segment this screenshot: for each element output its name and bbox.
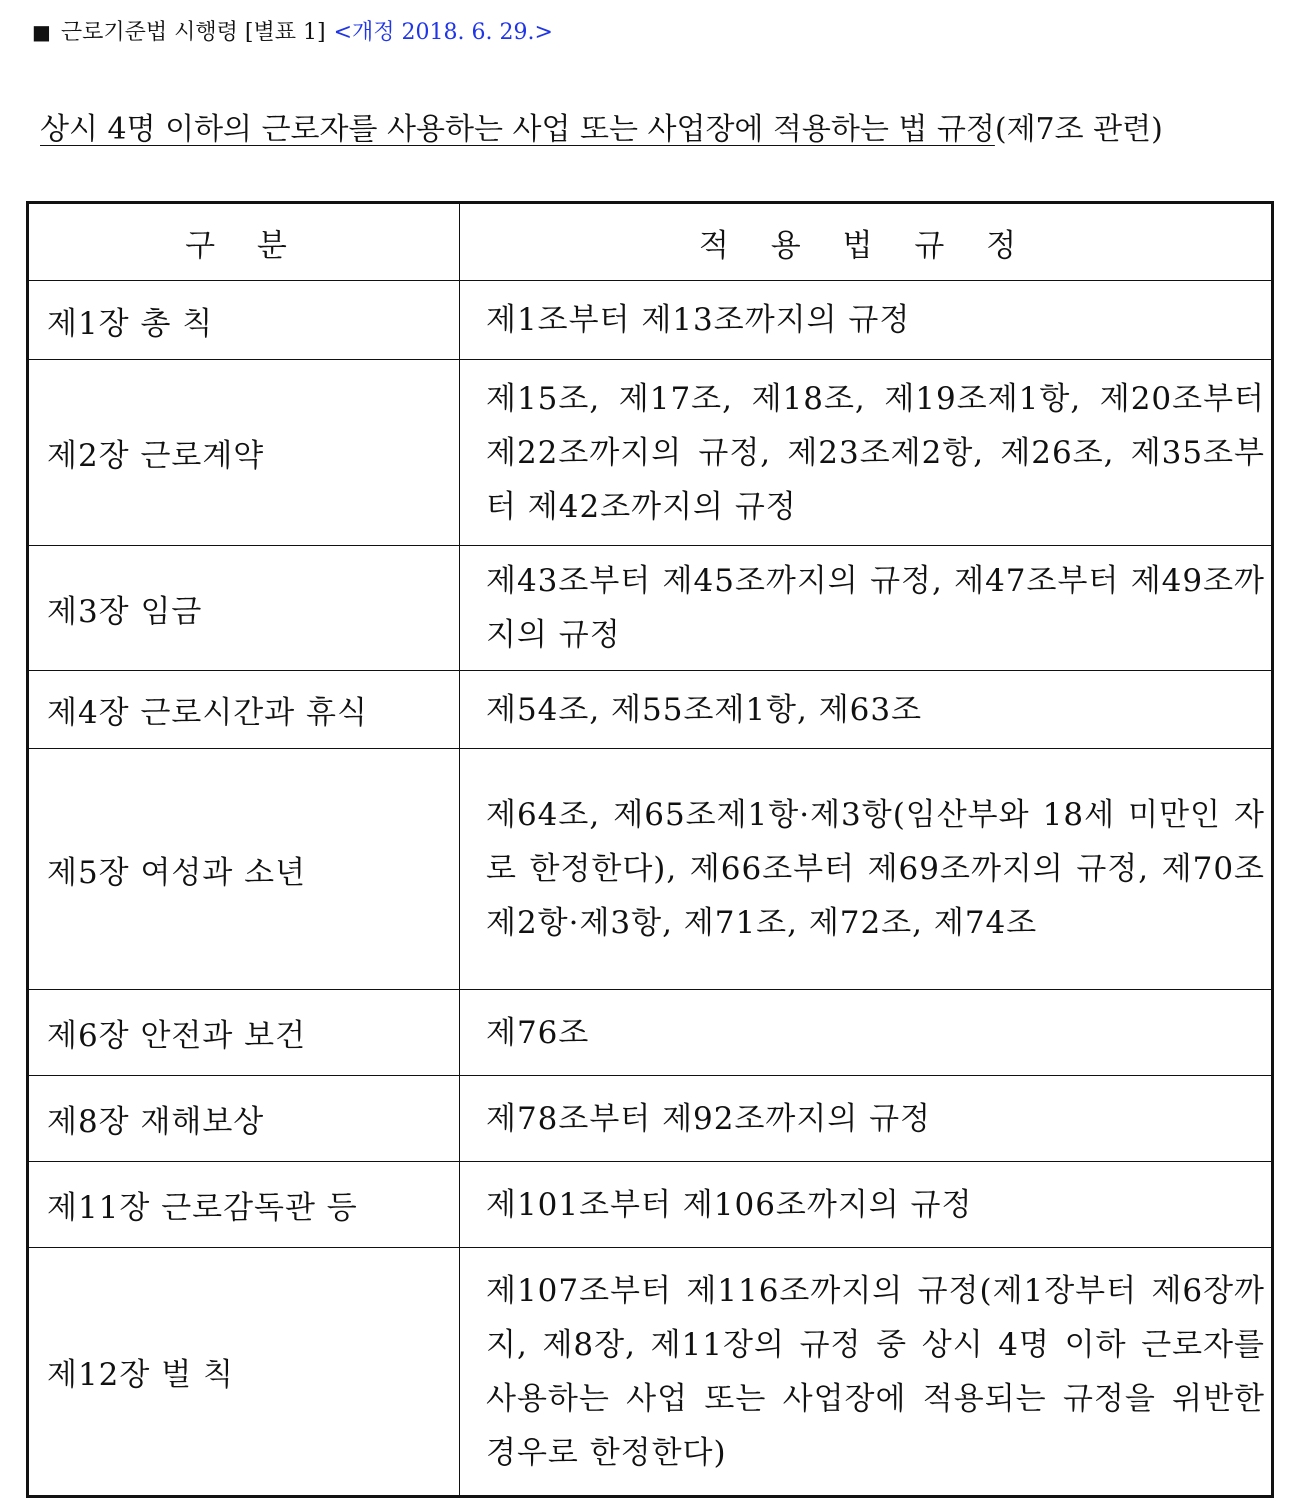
square-bullet-icon: ■ — [32, 20, 51, 44]
row-rule: 제1조부터 제13조까지의 규정 — [460, 281, 1273, 360]
law-reference: 근로기준법 시행령 [별표 1] — [60, 20, 326, 45]
row-category: 제3장 임금 — [28, 546, 460, 671]
row-rule: 제43조부터 제45조까지의 규정, 제47조부터 제49조까지의 규정 — [460, 546, 1273, 671]
row-category: 제5장 여성과 소년 — [28, 749, 460, 990]
title-suffix: (제7조 관련) — [994, 112, 1163, 147]
regulation-table — [26, 201, 1274, 1498]
row-rule: 제64조, 제65조제1항·제3항(임산부와 18세 미만인 자로 한정한다), 제66조부터 제69조까지의 규정, 제70조제2항·제3항, 제71조, 제72조, 제74조 — [460, 749, 1273, 990]
header-applicable-rules: 적 용 법 규 정 — [460, 203, 1273, 281]
table-row — [28, 671, 1273, 749]
table-header-row — [28, 203, 1273, 281]
row-rule: 제78조부터 제92조까지의 규정 — [460, 1076, 1273, 1162]
row-rule: 제101조부터 제106조까지의 규정 — [460, 1162, 1273, 1248]
table-row — [28, 360, 1273, 546]
row-category: 제12장 벌 칙 — [28, 1248, 460, 1497]
row-rule: 제107조부터 제116조까지의 규정(제1장부터 제6장까지, 제8장, 제11장의 규정 중 상시 4명 이하 근로자를 사용하는 사업 또는 사업장에 적용되는 규정을 위반한 경우로 한정한다) — [460, 1248, 1273, 1497]
table-row — [28, 1162, 1273, 1248]
table-row — [28, 281, 1273, 360]
table-row — [28, 749, 1273, 990]
header-category: 구 분 — [28, 203, 460, 281]
row-category: 제4장 근로시간과 휴식 — [28, 671, 460, 749]
table-row — [28, 546, 1273, 671]
document-title — [40, 110, 1163, 150]
row-rule: 제54조, 제55조제1항, 제63조 — [460, 671, 1273, 749]
row-category: 제1장 총 칙 — [28, 281, 460, 360]
table-row — [28, 990, 1273, 1076]
document-header — [32, 16, 553, 49]
row-category: 제8장 재해보상 — [28, 1076, 460, 1162]
amendment-date: <개정 2018. 6. 29.> — [333, 20, 553, 45]
table-row — [28, 1248, 1273, 1497]
row-category: 제11장 근로감독관 등 — [28, 1162, 460, 1248]
row-rule: 제76조 — [460, 990, 1273, 1076]
row-category: 제6장 안전과 보건 — [28, 990, 460, 1076]
row-rule: 제15조, 제17조, 제18조, 제19조제1항, 제20조부터 제22조까지의 규정, 제23조제2항, 제26조, 제35조부터 제42조까지의 규정 — [460, 360, 1273, 546]
row-category: 제2장 근로계약 — [28, 360, 460, 546]
table-row — [28, 1076, 1273, 1162]
title-main: 상시 4명 이하의 근로자를 사용하는 사업 또는 사업장에 적용하는 법 규정 — [40, 112, 995, 147]
